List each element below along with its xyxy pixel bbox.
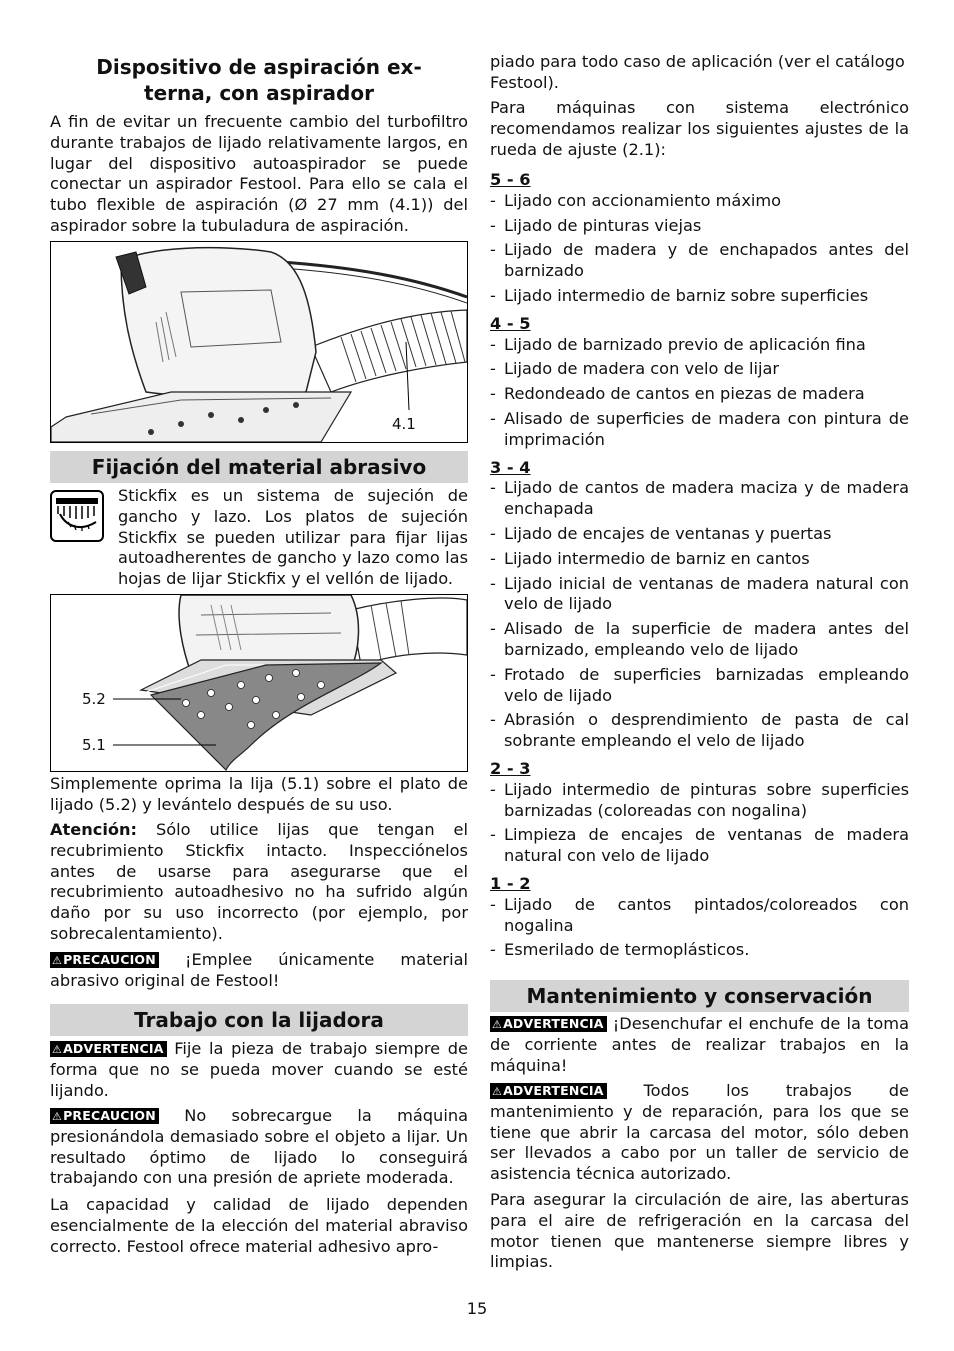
- paragraph-precaucion-2: [50, 1106, 468, 1189]
- group-title: 3 - 4: [490, 457, 531, 477]
- heading-line-1: Dispositivo de aspiración ex-: [96, 55, 422, 79]
- list-item: - Lijado de cantos pintados/coloreados con nogalina: [490, 895, 909, 937]
- paragraph-oprima: Simplemente oprima la lija (5.1) sobre el plato de lijado (5.2) y levántelo después de su uso.: [50, 774, 468, 814]
- group-title: 4 - 5: [490, 313, 531, 333]
- precaucion-badge: ⚠PRECAUCION: [50, 952, 159, 968]
- list-item: - Lijado de pinturas viejas: [490, 216, 909, 237]
- heading-aspiracion-externa: [50, 54, 468, 106]
- precaucion-badge: ⚠PRECAUCION: [50, 1108, 159, 1124]
- paragraph-maquinas: Para máquinas con sistema electrónico recomendamos realizar los siguientes ajustes de la rueda de ajuste (2.1):: [490, 98, 909, 159]
- advertencia-badge: ⚠ADVERTENCIA: [50, 1041, 167, 1057]
- figure-stickfix-pad: [50, 594, 468, 772]
- list-item: - Alisado de la superficie de madera antes del barnizado, empleando velo de lijado: [490, 619, 909, 661]
- precaucion-text-1: ¡Emplee únicamente material abrasivo original de Festool!: [50, 950, 468, 990]
- settings-group: [490, 314, 909, 451]
- warning-triangle-icon: ⚠: [52, 1110, 63, 1123]
- mantenimiento-text-2: Todos los trabajos de mantenimiento y de reparación, para los que se tiene que abrir la carcasa del motor, sólo deben ser llevados a cabo por un taller de servicio de asistencia técnica autorizado.: [490, 1081, 909, 1184]
- paragraph-capacidad: La capacidad y calidad de lijado dependen esencialmente de la elección del material abraviso correcto. Festool ofrece material adhesivo apro-: [50, 1195, 468, 1256]
- list-item: - Esmerilado de termoplásticos.: [490, 940, 909, 961]
- warning-triangle-icon: ⚠: [52, 954, 63, 967]
- sander-hose-illustration: [51, 242, 467, 442]
- group-items: [490, 478, 909, 752]
- warning-triangle-icon: ⚠: [52, 1043, 63, 1056]
- paragraph-mantenimiento-2: [490, 1081, 909, 1185]
- group-items: [490, 335, 909, 451]
- list-item: - Lijado de encajes de ventanas y puertas: [490, 524, 909, 545]
- list-item: - Lijado de barnizado previo de aplicación fina: [490, 335, 909, 356]
- stickfix-glyph: [52, 492, 102, 540]
- advertencia-badge: ⚠ADVERTENCIA: [490, 1083, 607, 1099]
- paragraph-mantenimiento-3: Para asegurar la circulación de aire, las aberturas para el aire de refrigeración en la carcasa del motor tienen que mantenerse siempre libres y limpias.: [490, 1190, 909, 1272]
- paragraph-mantenimiento-1: [490, 1014, 909, 1076]
- figure-sander-with-hose: [50, 241, 468, 443]
- paragraph-atencion: [50, 820, 468, 945]
- list-item: - Frotado de superficies barnizadas empleando velo de lijado: [490, 665, 909, 707]
- settings-group: [490, 458, 909, 752]
- settings-group: [490, 759, 909, 867]
- atencion-text: Sólo utilice lijas que tengan el recubrimiento Stickfix intacto. Inspecciónelos antes de usarse para asegurarse que el recubrimiento autoadhesivo no ha sufrido algún daño por su uso incorrecto (por ejemplo, por sobrecalentamiento).: [50, 820, 468, 943]
- list-item: - Lijado de madera con velo de lijar: [490, 359, 909, 380]
- advertencia-badge: ⚠ADVERTENCIA: [490, 1016, 607, 1032]
- figure-label-5-2: 5.2: [82, 690, 106, 708]
- settings-group: [490, 170, 909, 307]
- list-item: - Lijado intermedio de barniz en cantos: [490, 549, 909, 570]
- heading-line-2: terna, con aspirador: [144, 81, 374, 105]
- paragraph-continuation: piado para todo caso de aplicación (ver el catálogo Festool).: [490, 52, 905, 92]
- page-number: 15: [466, 1299, 488, 1318]
- group-items: [490, 191, 909, 307]
- figure-label-5-1: 5.1: [82, 736, 106, 754]
- heading-mantenimiento: Mantenimiento y conservación: [490, 980, 909, 1012]
- paragraph-stickfix: Stickfix es un sistema de sujeción de gancho y lazo. Los platos de sujeción Stickfix se pueden utilizar para fijar lijas autoadherentes de gancho y lazo como las hojas de lijar Stickfix y el vellón de lijado.: [118, 486, 468, 589]
- group-items: [490, 895, 909, 961]
- heading-fijacion: Fijación del material abrasivo: [50, 451, 468, 483]
- list-item: - Redondeado de cantos en piezas de madera: [490, 384, 909, 405]
- paragraph-precaucion-1: [50, 950, 468, 992]
- group-items: [490, 780, 909, 867]
- mantenimiento-text-1: ¡Desenchufar el enchufe de la toma de corriente antes de realizar trabajos en la máquina!: [490, 1014, 909, 1075]
- group-title: 5 - 6: [490, 170, 531, 189]
- list-item: - Abrasión o desprendimiento de pasta de cal sobrante empleando el velo de lijado: [490, 710, 909, 752]
- list-item: - Limpieza de encajes de ventanas de madera natural con velo de lijado: [490, 825, 909, 867]
- warning-triangle-icon: ⚠: [492, 1085, 503, 1098]
- advertencia-text-1: Fije la pieza de trabajo siempre de forma que no se pueda mover cuando se esté lijando.: [50, 1039, 468, 1100]
- group-title: 1 - 2: [490, 873, 531, 893]
- atencion-label: Atención:: [50, 820, 138, 839]
- settings-group: [490, 874, 909, 961]
- heading-trabajo: Trabajo con la lijadora: [50, 1004, 468, 1036]
- warning-triangle-icon: ⚠: [492, 1018, 503, 1031]
- list-item: - Alisado de superficies de madera con pintura de imprimación: [490, 409, 909, 451]
- precaucion-text-2: No sobrecargue la máquina presionándola demasiado sobre el objeto a lijar. Un resultado óptimo de lijado lo conseguirá trabajando con una presión de apriete moderada.: [50, 1106, 468, 1188]
- paragraph-advertencia-1: [50, 1039, 468, 1101]
- paragraph-aspiracion: A fin de evitar un frecuente cambio del turbofiltro durante trabajos de lijado relativamente largos, en lugar del dispositivo autoaspirador se puede conectar un aspirador Festool. Para ello se cala el tubo flexible de aspiración (Ø 27 mm (4.1)) del aspirador sobre la tubuladura de aspiración.: [50, 112, 468, 235]
- group-title: 2 - 3: [490, 758, 531, 778]
- stickfix-pad-illustration: [51, 595, 467, 771]
- list-item: - Lijado de cantos de madera maciza y de madera enchapada: [490, 478, 909, 520]
- list-item: - Lijado intermedio de pinturas sobre superficies barnizadas (coloreadas con nogalina): [490, 780, 909, 822]
- stickfix-hook-loop-icon: [50, 490, 104, 542]
- list-item: - Lijado intermedio de barniz sobre superficies: [490, 286, 909, 307]
- list-item: - Lijado inicial de ventanas de madera natural con velo de lijado: [490, 574, 909, 616]
- list-item: - Lijado con accionamiento máximo: [490, 191, 909, 212]
- list-item: - Lijado de madera y de enchapados antes del barnizado: [490, 240, 909, 282]
- settings-list: [490, 170, 909, 968]
- figure-label-4-1: 4.1: [392, 415, 416, 433]
